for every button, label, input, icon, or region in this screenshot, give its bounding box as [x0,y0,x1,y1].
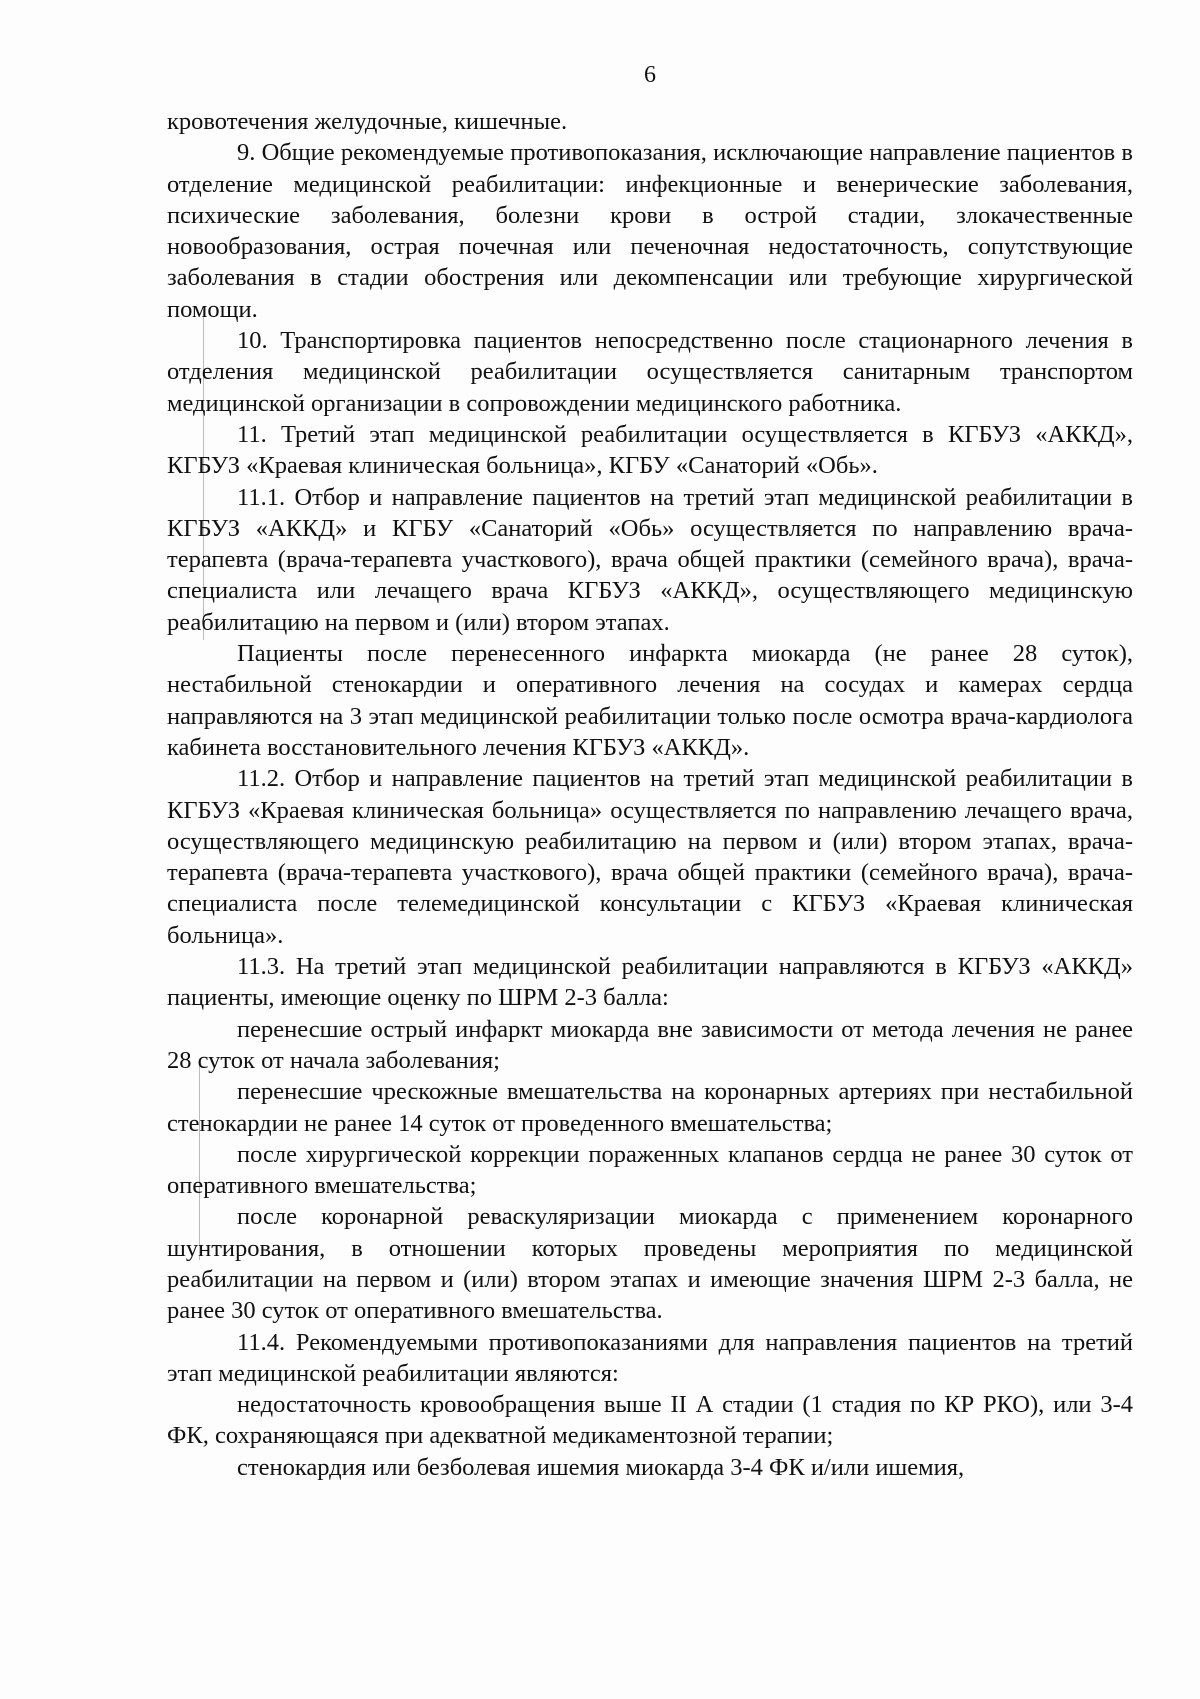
list-item-coronary-interventions: перенесшие чрескожные вмешательства на коронарных артериях при нестабильной стенокардии не ранее 14 суток от проведенного вмешательства; [167,1078,1133,1137]
paragraph-item-11-4: 11.4. Рекомендуемыми противопоказаниями для направления пациентов на третий этап медицинской реабилитации являются: [167,1328,1133,1387]
paragraph-item-10: 10. Транспортировка пациентов непосредственно после стационарного лечения в отделения медицинской реабилитации осуществляется санитарным транспортом медицинской организации в сопровождении медицинского работника. [167,327,1133,417]
page-number: 6 [644,62,656,88]
list-item-angina: стенокардия или безболевая ишемия миокарда 3-4 ФК и/или ишемия, [237,1453,965,1481]
paragraph-item-11-2: 11.2. Отбор и направление пациентов на третий этап медицинской реабилитации в КГБУЗ «Краевая клиническая больница» осуществляется по направлению лечащего врача, осуществляющего медицинскую реабилитацию на первом и (или) втором этапах, врача-терапевта (врача-терапевта участкового), врача общей практики (семейного врача), врача-специалиста после телемедицинской консультации с КГБУЗ «Краевая клиническая больница». [167,765,1133,949]
paragraph-item-11: 11. Третий этап медицинской реабилитации осуществляется в КГБУЗ «АККД», КГБУЗ «Краевая клиническая больница», КГБУ «Санаторий «Обь». [167,420,1133,480]
list-item-circulatory-insufficiency: недостаточность кровообращения выше II А стадии (1 стадия по КР РКО), или 3-4 ФК, сохраняющаяся при адекватной медикаментозной терапии; [167,1391,1133,1450]
list-item-bypass-surgery: после коронарной реваскуляризации миокарда с применением коронарного шунтирования, в отношении которых проведены мероприятия по медицинской реабилитации на первом и (или) втором этапах и имеющие значения ШРМ 2-3 балла, не ранее 30 суток от оперативного вмешательства. [167,1203,1133,1325]
paragraph-continuation: кровотечения желудочные, кишечные. [167,108,568,135]
paragraph-item-11-1: 11.1. Отбор и направление пациентов на третий этап медицинской реабилитации в КГБУЗ «АККД» и КГБУ «Санаторий «Обь» осуществляется по направлению врача-терапевта (врача-терапевта участкового), врача общей практики (семейного врача), врача-специалиста или лечащего врача КГБУЗ «АККД», осуществляющего медицинскую реабилитацию на первом и (или) втором этапах. [167,483,1133,636]
paragraph-patients-note: Пациенты после перенесенного инфаркта миокарда (не ранее 28 суток), нестабильной стенокардии и оперативного лечения на сосудах и камерах сердца направляются на 3 этап медицинской реабилитации только после осмотра врача-кардиолога кабинета восстановительного лечения КГБУЗ «АККД». [167,640,1133,761]
paragraph-item-9: 9. Общие рекомендуемые противопоказания, исключающие направление пациентов в отделение медицинской реабилитации: инфекционные и венерические заболевания, психические заболевания, болезни крови в острой стадии, злокачественные новообразования, острая почечная или печеночная недостаточность, сопутствующие заболевания в стадии обострения или декомпенсации или требующие хирургической помощи. [167,139,1133,323]
document-body [167,106,1133,1483]
paragraph-item-11-3: 11.3. На третий этап медицинской реабилитации направляются в КГБУЗ «АККД» пациенты, имеющие оценку по ШРМ 2-3 балла: [167,953,1133,1012]
list-item-myocardial-infarction: перенесшие острый инфаркт миокарда вне зависимости от метода лечения не ранее 28 суток от начала заболевания; [167,1015,1133,1074]
list-item-valve-correction: после хирургической коррекции пораженных клапанов сердца не ранее 30 суток от оперативного вмешательства; [167,1140,1133,1200]
